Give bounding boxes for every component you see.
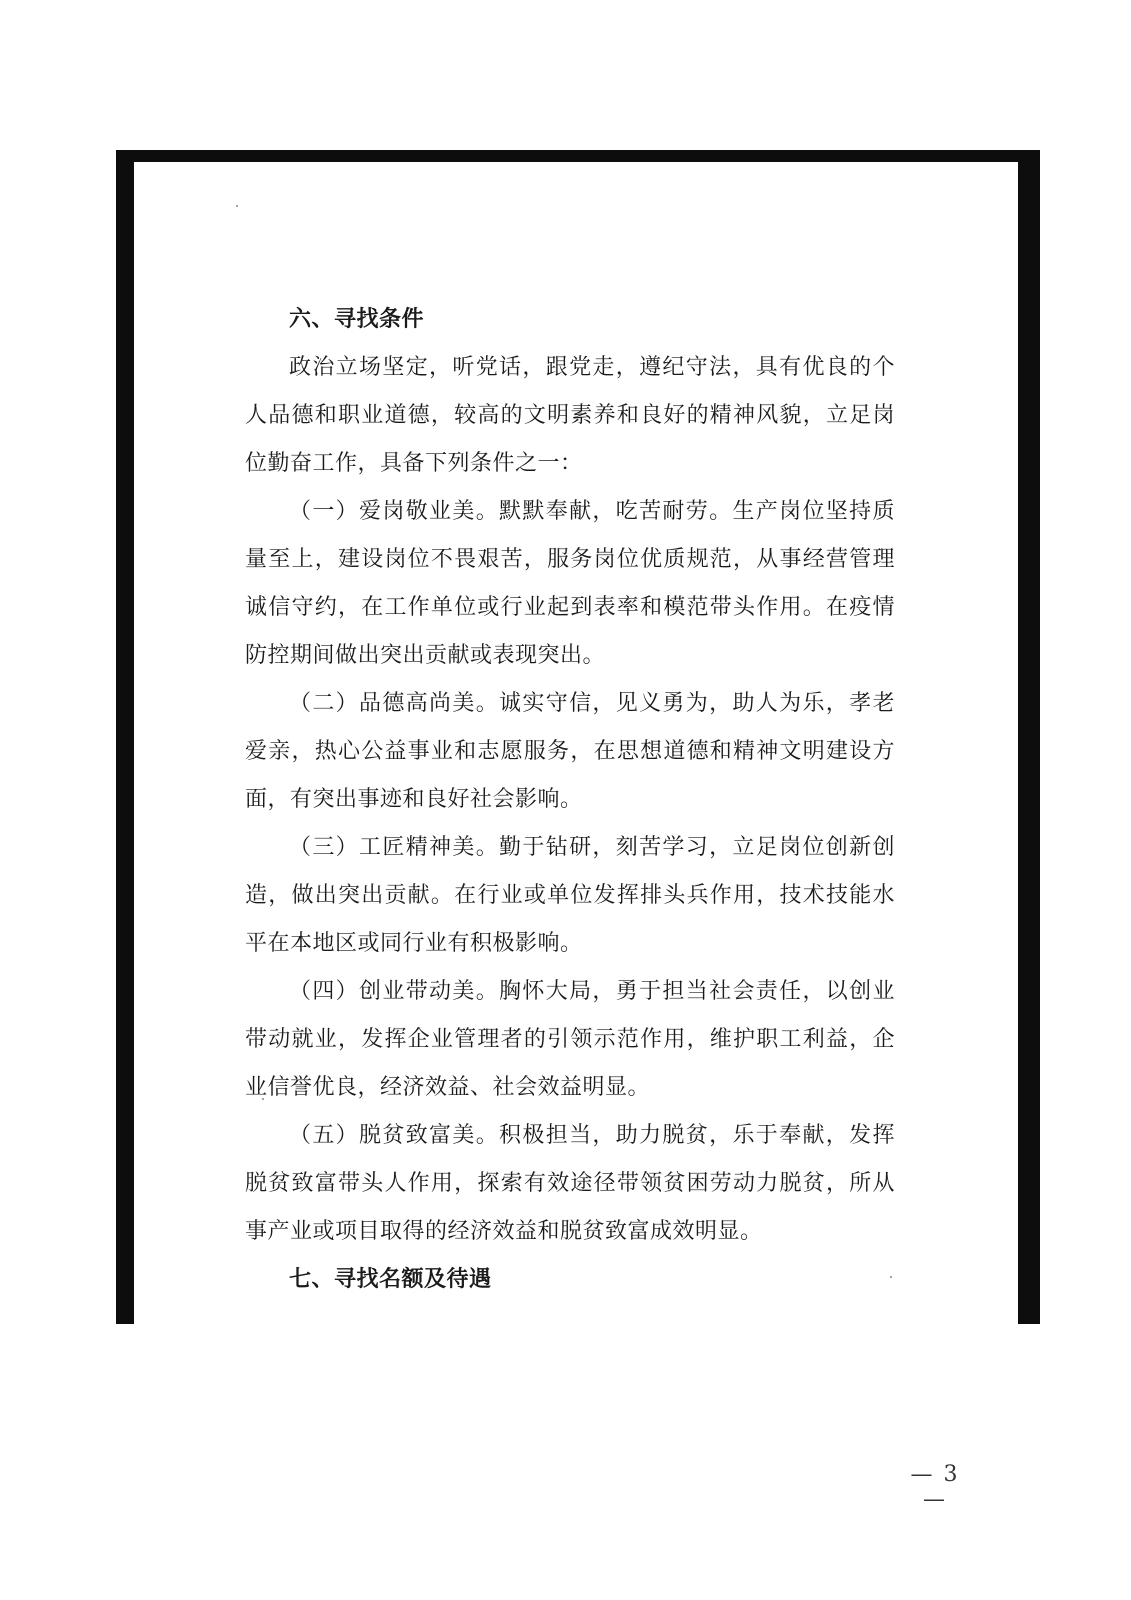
document-body <box>245 296 895 1304</box>
condition-item: （五）脱贫致富美。积极担当，助力脱贫，乐于奉献，发挥脱贫致富带头人作用，探索有效途径带领贫困劳动力脱贫，所从事产业或项目取得的经济效益和脱贫致富成效明显。 <box>245 1123 895 1244</box>
condition-item: （四）创业带动美。胸怀大局，勇于担当社会责任，以创业带动就业，发挥企业管理者的引领示范作用，维护职工利益，企业信誉优良，经济效益、社会效益明显。 <box>245 979 895 1100</box>
section-seven-heading: 七、寻找名额及待遇 <box>289 1267 492 1292</box>
scan-speck <box>236 205 238 207</box>
section-six-intro: 政治立场坚定，听党话，跟党走，遵纪守法，具有优良的个人品德和职业道德，较高的文明素养和良好的精神风貌，立足岗位勤奋工作，具备下列条件之一： <box>245 355 895 476</box>
scan-border-right <box>1018 150 1040 1324</box>
condition-item: （一）爱岗敬业美。默默奉献，吃苦耐劳。生产岗位坚持质量至上，建设岗位不畏艰苦，服务岗位优质规范，从事经营管理诚信守约，在工作单位或行业起到表率和模范带头作用。在疫情防控期间做出突出贡献或表现突出。 <box>245 499 895 668</box>
scan-border-top <box>116 150 1020 162</box>
condition-item: （三）工匠精神美。勤于钻研，刻苦学习，立足岗位创新创造，做出突出贡献。在行业或单位发挥排头兵作用，技术技能水平在本地区或同行业有积极影响。 <box>245 835 895 956</box>
section-six-heading: 六、寻找条件 <box>289 307 425 332</box>
scan-border-left <box>116 162 134 1324</box>
condition-item: （二）品德高尚美。诚实守信，见义勇为，助人为乐，孝老爱亲，热心公益事业和志愿服务，在思想道德和精神文明建设方面，有突出事迹和良好社会影响。 <box>245 691 895 812</box>
page-number: — 3 — <box>910 1462 960 1512</box>
